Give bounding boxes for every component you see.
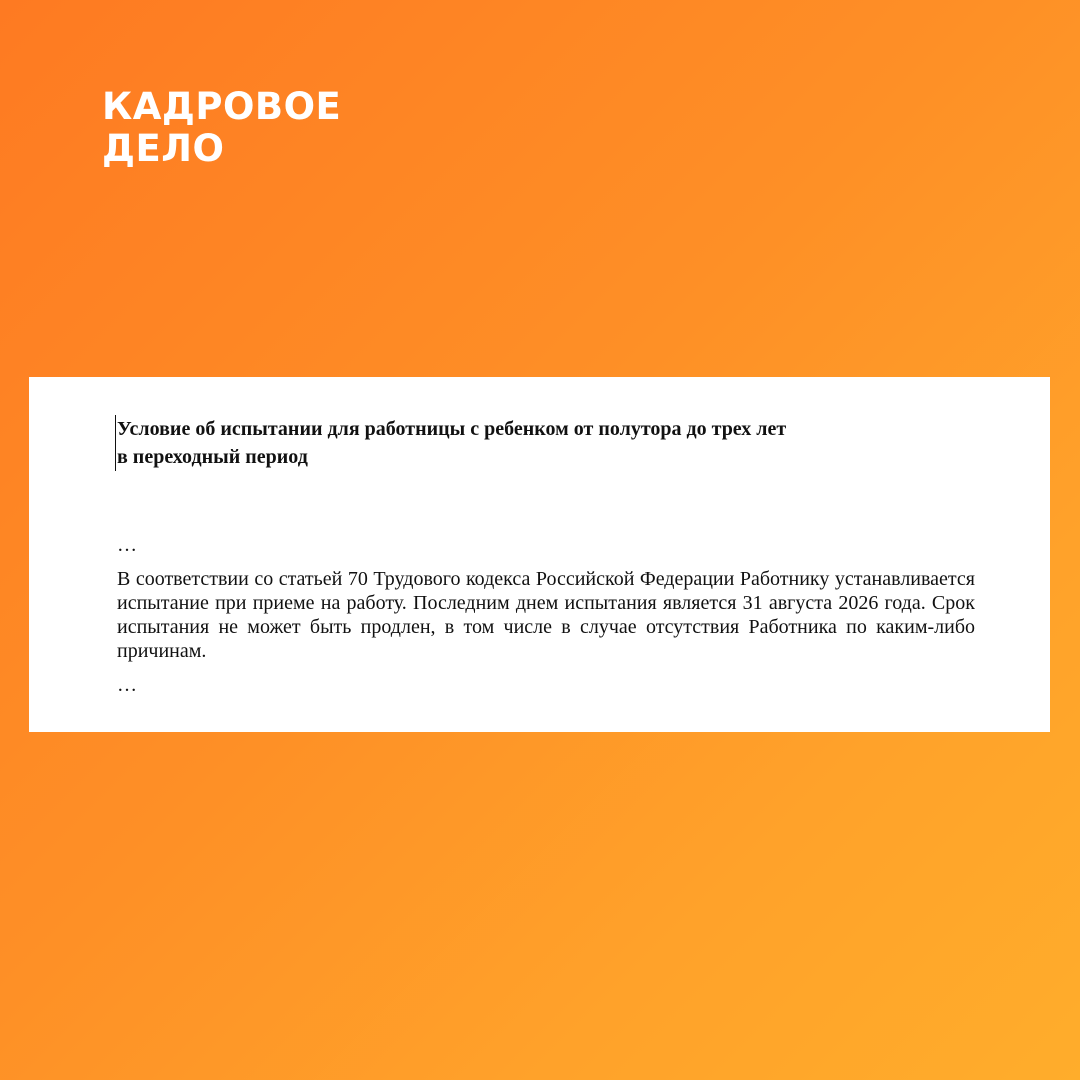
document-title-line-1: Условие об испытании для работницы с ребенком от полутора до трех лет [117,418,787,440]
document-card [29,377,1050,732]
document-body-paragraph: В соответствии со статьей 70 Трудового кодекса Российской Федерации Работнику устанавливается испытание при приеме на работу. Последним днем испытания является 31 августа 2026 года. Срок испытания не может быть продлен, в том числе в случае отсутствия Работника по каким-либо причинам. [117,568,975,662]
document-content [117,415,975,697]
document-title-line-2: в переходный период [117,446,308,468]
ellipsis-bottom: … [117,674,137,696]
ellipsis-top: … [117,534,137,556]
brand-logo-line-2: ДЕЛО [102,127,225,170]
brand-logo [102,86,341,170]
brand-logo-line-1: КАДРОВОЕ [102,85,342,128]
document-title [115,415,975,471]
